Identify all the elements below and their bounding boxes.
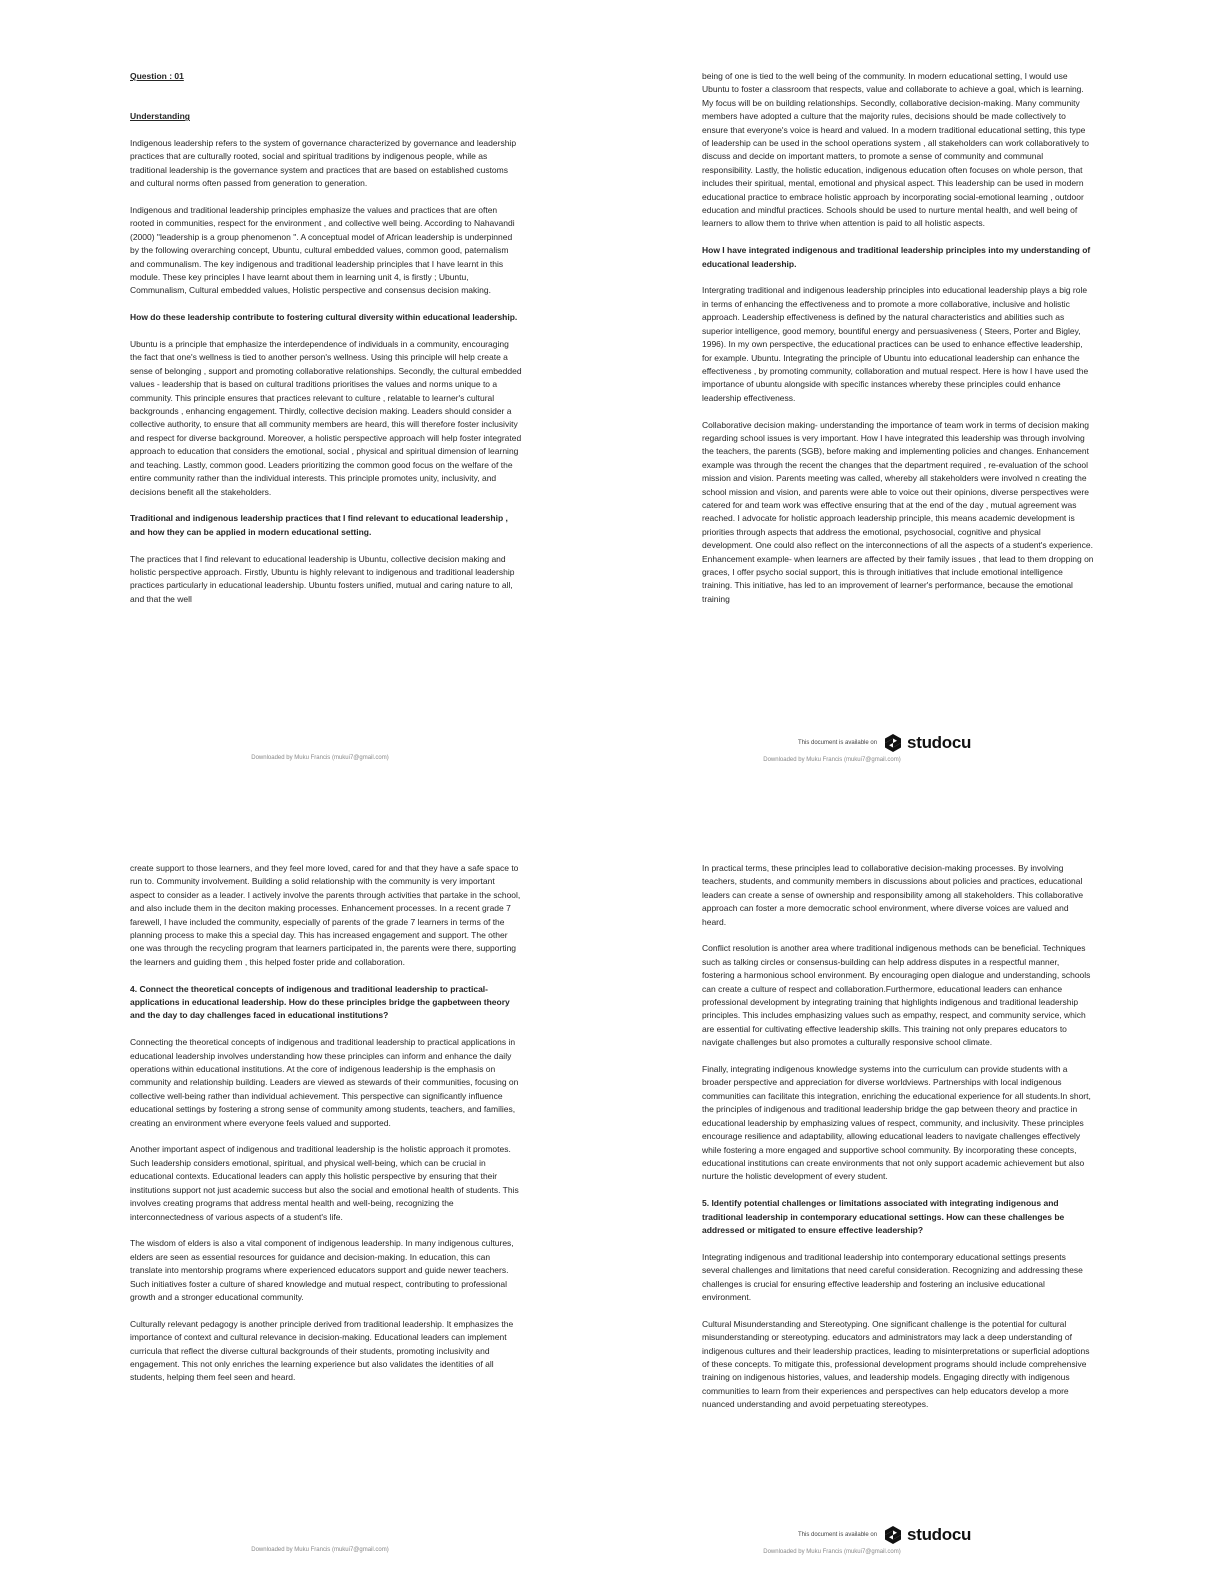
page-content [130, 70, 522, 620]
available-on-text: This document is available on [798, 1532, 878, 1538]
paragraph: Another important aspect of indigenous and traditional leadership is the holistic approach it promotes. Such leadership considers emotional, spiritual, and physical well-being, which can be crucial in educational contexts. Educational leaders can apply this holistic perspective by ensuring that their institutions support not just academic success but also the social and emotional health of students. This involves creating programs that address mental health and well-being, recognizing the interconnectedness of various aspects of a student's life. [130, 1144, 519, 1222]
document-page-2 [612, 0, 1224, 792]
paragraph: Finally, integrating indigenous knowledge systems into the curriculum can provide students with a broader perspective and appreciation for diverse worldviews. Partnerships with local indigenous communities can facilitate this integration, enriching the educational experience for all students.In short, the principles of indigenous and traditional leadership bridge the gap between theory and practice in educational leadership by emphasizing values of respect, community, and inclusivity. These principles encourage resilience and adaptability, allowing educational leaders to navigate challenges effectively while fostering a more engaged and supportive school community. By incorporating these concepts, educational institutions can create environments that not only support academic achievement but also nurture the holistic development of every student. [702, 1064, 1091, 1182]
section-heading: How I have integrated indigenous and traditional leadership principles into my understanding of educational leadership. [702, 245, 1091, 269]
available-on-text: This document is available on [798, 740, 878, 746]
document-page-1 [0, 0, 612, 792]
paragraph: Connecting the theoretical concepts of indigenous and traditional leadership to practical applications in educational leadership involves understanding how these principles can inform and enhance the daily operations within educational institutions. At the core of indigenous leadership is the emphasis on community and relationship building. Leaders are viewed as stewards of their communities, focusing on collective well-being rather than individual achievement. This perspective can significantly influence educational settings by fostering a strong sense of community among students, teachers, and families, creating an environment where everyone feels valued and supported. [130, 1037, 519, 1128]
studocu-logo-icon [883, 1525, 903, 1545]
section-heading: 5. Identify potential challenges or limitations associated with integrating indigenous and traditional leadership in contemporary educational settings. How can these challenges be addressed or mitigated to ensure effective leadership? [702, 1198, 1065, 1235]
paragraph: In practical terms, these principles lead to collaborative decision-making processes. By involving teachers, students, and community members in discussions about policies and practices, educational leaders can create a sense of ownership and responsibility among all stakeholders. This collaborative approach can foster a more democratic school environment, where diverse voices are valued and heard. [702, 863, 1084, 927]
download-notice: Downloaded by Muku Francis (mukui7@gmail.com) [763, 1549, 901, 1555]
paragraph: Integrating indigenous and traditional leadership into contemporary educational settings presents several challenges and limitations that need careful consideration. Recognizing and addressing these challenges is crucial for ensuring effective leadership and fostering an inclusive educational environment. [702, 1251, 1083, 1302]
download-notice: Downloaded by Muku Francis (mukui7@gmail.com) [251, 755, 389, 761]
studocu-brand: studocu [907, 1525, 972, 1544]
download-notice: Downloaded by Muku Francis (mukui7@gmail.com) [763, 757, 901, 763]
page-content [702, 862, 1094, 1425]
document-page-4 [612, 792, 1224, 1584]
paragraph: Ubuntu is a principle that emphasize the interdependence of individuals in a community, encouraging the fact that one's wellness is tied to another person's wellness. Using this principle will help create a sense of belonging , support and promoting collaborative relationships. Secondly, the cultural embedded values - leadership that is based on cultural traditions prioritises the values and norms unique to a community. This principle ensures that practices relevant to culture , relatable to learner's cultural backgrounds , enhancing engagement. Thirdly, collective decision making. Leaders should consider a collective authority, to ensure that all community members are heard, this will therefore foster inclusivity and respect for diverse background. Moreover, a holistic perspective approach will help foster integrated approach to education that considers the emotional, social , physical and spiritual dimension of learning and teaching. Lastly, common good. Leaders prioritizing the common good focus on the welfare of the entire community rather than the individual interests. This principle promotes unity, inclusivity, and decisions benefit all the stakeholders. [130, 339, 522, 497]
paragraph: The practices that I find relevant to educational leadership is Ubuntu, collective decision making and holistic perspective approach. Firstly, Ubuntu is highly relevant to indigenous and traditional leadership practices particularly in educational leadership. Ubuntu fosters unified, mutual and caring nature to all, and that the well [130, 553, 515, 604]
studocu-badge[interactable] [798, 1524, 971, 1546]
studocu-badge[interactable] [798, 732, 971, 754]
section-heading: How do these leadership contribute to fostering cultural diversity within educational leadership. [130, 312, 518, 323]
paragraph: The wisdom of elders is also a vital component of indigenous leadership. In many indigenous cultures, elders are seen as essential resources for guidance and decision-making. In education, this can translate into mentorship programs where experienced educators support and guide newer teachers. Such initiatives foster a culture of shared knowledge and mutual respect, contributing to professional growth and a stronger educational community. [130, 1238, 514, 1302]
paragraph: Culturally relevant pedagogy is another principle derived from traditional leadership. It emphasizes the importance of context and cultural relevance in decision-making. Educational leaders can implement curricula that reflect the diverse cultural backgrounds of their students, promoting inclusivity and engagement. This not only enriches the learning experience but also validates the identities of all students, helping them feel seen and heard. [130, 1318, 514, 1383]
paragraph: Conflict resolution is another area where traditional indigenous methods can be beneficial. Techniques such as talking circles or consensus-building can help address disputes in a respectful manner, fostering a harmonious school environment. By encouraging open dialogue and understanding, schools can create a culture of respect and collaboration.Furthermore, educational leaders can enhance professional development by integrating training that highlights indigenous and traditional leadership principles. This includes emphasizing values such as empathy, respect, and community service, which are essential for cultivating effective leadership skills. This training not only prepares educators to navigate challenges but also promotes a culturally responsive school climate. [702, 943, 1091, 1048]
paragraph: Intergrating traditional and indigenous leadership principles into educational leadership plays a big role in terms of enhancing the effectiveness and to promote a more collaborative, inclusive and holistic approach. Leadership effectiveness is defined by the natural characteristics and abilities such as superior intelligence, good memory, bountiful energy and persuasiveness ( Steers, Porter and Bigley, 1996). In my own perspective, the educational practices can be used to enhance effective leadership, for example. Ubuntu. Integrating the principle of Ubuntu into educational leadership can enhance the effectiveness , by promoting community, collaboration and mutual respect. Here is how I have used the importance of ubuntu alongside with specific instances whereby these principles could enhance leadership effectiveness. [702, 285, 1089, 403]
page-content [130, 862, 522, 1398]
document-page-3 [0, 792, 612, 1584]
section-heading: Traditional and indigenous leadership practices that I find relevant to educational leadership , and how they can be applied in modern educational setting. [130, 513, 508, 537]
paragraph: Indigenous and traditional leadership principles emphasize the values and practices that are often rooted in communities, respect for the environment , and collective well being. According to Nahavandi (2000) "leadership is a group phenomenon ". A conceptual model of African leadership is underpinned by the following overarching concept, Ubuntu, cultural embedded values, common good, paternalism and communalism. The key indigenous and traditional leadership principles that I have learnt in this module. These key principles I have learnt about them in learning unit 4, is firstly ; Ubuntu, Communalism, Cultural embedded values, Holistic perspective and consensus decision making. [130, 205, 515, 296]
section-heading: 4. Connect the theoretical concepts of indigenous and traditional leadership to practical-applications in educational leadership. How do these principles bridge the gapbetween theory and the day to day challenges faced in educational institutions? [130, 983, 510, 1021]
paragraph: being of one is tied to the well being of the community. In modern educational setting, I would use Ubuntu to foster a classroom that respects, value and collaborate to achieve a goal, which is learning. My focus will be on building relationships. Secondly, collaborative decision-making. Many community members have adopted a culture that the majority rules, decisions should be made collectively to ensure that everyone's voice is heard and valued. In a modern traditional educational setting, this type of leadership can be used in the school operations system , all stakeholders can work collaboratively to discuss and decide on important matters, to promote a sense of community and communal responsibility. Lastly, the holistic education, indigenous education often focuses on whole person, that includes their spiritual, mental, emotional and physical aspect. This leadership can be used in modern educational practice to embrace holistic approach by incorporating social-emotional learning , outdoor education and mindful practices. Schools should be used to nurture mental health, and well being of learners to allow them to thrive when attention is paid to all holistic aspects. [702, 71, 1089, 229]
paragraph: Collaborative decision making- understanding the importance of team work in terms of decision making regarding school issues is very important. How I have integrated this leadership was through involving the teachers, the parents (SGB), before making and implementing policies and changes. Enhancement example was through the recent the changes that the department required , re-evaluation of the school mission and vision. Parents meeting was called, whereby all stakeholders were involved n creating the school mission and vision, and parents were able to voice out their opinions, diverse perspectives were catered for and team work was effective ensuring that at the end of the day , mutual agreement was reached. I advocate for holistic approach leadership principle, this means academic development is priorities through aspects that address the emotional, psychosocial, cognitive and physical development. One could also reflect on the interconnections of all the aspects of a student's experience. Enhancement example- when learners are affected by their family issues , that lead to them dropping on graces, I offer psycho social support, this is through initiatives that include emotional intelligence training. This initiative, has led to an improvement of learner's performance, because the emotional training [702, 419, 1094, 604]
paragraph: create support to those learners, and they feel more loved, cared for and that they have a safe space to run to. Community involvement. Building a solid relationship with the community is very important aspect to consider as a leader. I actively involve the parents through activities that partake in the school, and also include them in the deciton making processes. Enhancement processes. In a recent grade 7 farewell, I have included the community, especially of parents of the grade 7 learners in terms of the planning process to make this a special day. This has increased engagement and support. The other one was through the recycling program that learners participated in, the parents were there, supporting the learners and guiding them , this helped foster pride and collaboration. [130, 863, 521, 967]
page-content [702, 70, 1094, 620]
paragraph: Cultural Misunderstanding and Stereotyping. One significant challenge is the potential for cultural misunderstanding or stereotyping. educators and administrators may lack a deep understanding of indigenous cultures and their leadership practices, leading to misinterpretations or superficial adoptions of these concepts. To mitigate this, professional development programs should include comprehensive training on indigenous histories, values, and leadership models. Engaging directly with indigenous communities to learn from their experiences and perspectives can help educators develop a more nuanced understanding and avoid perpetuating stereotypes. [702, 1318, 1090, 1410]
understanding-heading: Understanding [130, 111, 190, 122]
question-heading: Question : 01 [130, 71, 184, 81]
download-notice: Downloaded by Muku Francis (mukui7@gmail.com) [251, 1547, 389, 1553]
studocu-logo-icon [883, 733, 903, 753]
studocu-brand: studocu [907, 733, 972, 752]
paragraph: Indigenous leadership refers to the system of governance characterized by governance and leadership practices that are culturally rooted, social and spiritual traditions by indigenous people, while as traditional leadership is the governance system and practices that are based on established customs and cultural norms often passed from generation to generation. [130, 138, 517, 189]
